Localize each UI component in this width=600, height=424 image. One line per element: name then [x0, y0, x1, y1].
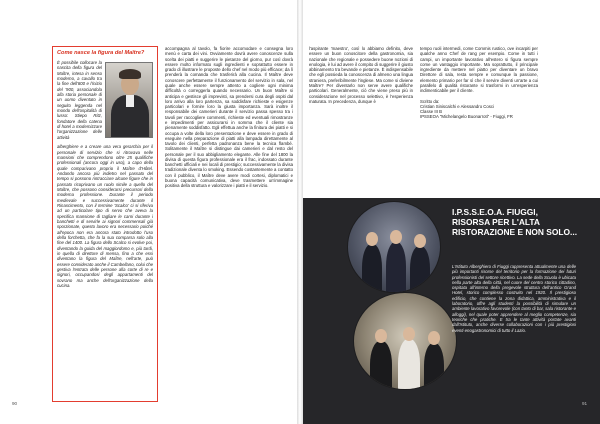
sidebar-text-main: alberghiere e a creare una vera gerarchia per il personale di servizio che si ritrovava nelle mansioni che comprendono oltre 25 qualifiche professionali (ancora oggi in uso), a capo della quale comparivano proprio il Maître d'Hôtel. Andando ancora più indietro nel passato del tempo si possono rintracciare alcune figure che in passato ricoprivano un ruolo simile a quello del Maître, che possono considerarsi precursori della moderna professione. Durante il periodo medievale e successivamente durante il Rinascimento, con il termine 'Scalco' ci si riferiva ad un particolare tipo di servo che aveva la specifica mansione di tagliare le carni durante i banchetti e di servirle ai signori commensali già sporzionate, questo lavoro era necessario poiché all'epoca non era ancora stato introdotto l'uso della forchetta, che fa la sua comparsa solo alla fine del 1400. La figura dello Scalco si evolve poi, diventando la guida del maggiordomo e, più tardi, in quella di direttore di mensa, fino a che essi diventano la figura del Maître, nell'arte, può essere considerato anche il Cambellano, colui che gestiva l'entrata delle persone alla corte di re e signori, occupandosi degli appartamenti del sovrano ma anche dell'organizzazione della cucina.	[57, 144, 153, 289]
students-photo-circle	[347, 201, 441, 293]
left-column-2-text: accompagna al tavolo, fa fiorire accomodare e consegna loro menù e carta dei vini. Ovviamente dovrà avere conoscenze sulla scelta dei piatti e suggerire le pietanze del giorno, pur così dovrà essere molto informato sugli ingredienti e soprattutto essere in grado di illustrare le proposte dello chef nel modo più efficace; da lì prenderà la comanda che trasferirà alla cucina. Il Maître deve conoscere perfettamente il funzionamento del servizio in sala, nel quale anche essere sempre attento a cogliere ogni minima difficoltà o correggerla quando necessario. Un buon Maître si anticipa e gestisce gli imprevisti, sa prendersi cura degli ospiti dal loro arrivo alla loro partenza, sa soddisfare richieste e esigenze particolari e fornire loro la giusta importanza. Sarà inoltre il responsabile dei camerieri durante il servizio passa spesso tra i tavoli per raccogliere commenti, richieste ed eventuali rimostranze e impedimenti per assicurarsi in somma che il cliente sia pienamente soddisfatto. Egli effettua anche la finitura dei piatti e si occupa a volte della loro presentazione e deve essere in grado di eseguire nella preparazione di piatti alla lampada direttamente al tavolo dei clienti, perfetta padronanza bene la tecnica flambé. Solitamente il Maître si distingue dai camerieri e dal resto del personale per il suo abbigliamento elegante. Alle fine del 1800 la divisa di questa figura professionale era il frac, indossato durante banchetti ufficiali e nei locali di prestigio; successivamente la divisa tradizionale diventa lo smoking. Essendo costantemente a contatto con il pubblico, il Maître deve avere modi cortesi, diplomatici e buona capacità comunicativa, deve trasmettere un'immagine positiva della struttura e valorizzare i piatti e il servizio.	[165, 46, 293, 189]
page-number-right: 91	[582, 401, 588, 406]
right-column-2-text: tempo ruoli intermedi, come Commis rustico, ove incarpiti per qualche anno Chef de rang per esempio. Come in tutti i campi, un importante lavorativo all'estero si figura sempre come un vantaggio importante. Ma soprattutto, il principale ingrediente da mettere nel piatto per diventare un bravo Direttore di sala, resta sempre e comunque la passione, elemento primario per far sì che il servire diventi un'arte a cui parallelo di qualità ristorante si trasformi in un'esperienza indimenticabile per il cliente.	[420, 46, 538, 94]
dining-room-photo-circle	[353, 292, 457, 390]
sidebar-title: Come nasce la figura del Maître?	[57, 50, 145, 56]
right-column-2	[420, 46, 538, 120]
promo-text: L'Istituto Alberghiero di Fiuggi rappresenta attualmente una delle più importanti risorse del territorio per la formazione dei futuri professionisti del settore ricettivo. La sede della Scuola è ubicata nella parte alta della città, nel cuore del centro storico cittadino, ospitata all'interno della pregevole struttura dell'antico Grand Hotel, storico complesso costruito nel 1920. Il prestigioso edificio, che contiene la zona didattica, amministrativa e il laboratorio, offre agli studenti la possibilità di simulare un ambiente lavorativo favorevole (con tanto di bar, sala ristorante e alloggi), nel quale poter apprendere al meglio competenze, sia teoriche che pratiche. E tra le tante attività portate avanti dall'Istituto, anche diverse collaborazioni con i più prestigiosi eventi enogastronomici di tutto il Lazio.	[452, 264, 576, 333]
sidebar-box	[52, 46, 158, 402]
signature-line: Scritto da:	[420, 98, 440, 104]
author-signature	[420, 99, 538, 120]
promo-title: I.P.S.S.E.O.A. FIUGGI, RISORSA PER L'ALTA RISTORAZIONE E NON SOLO...	[452, 207, 578, 237]
sidebar-text-top: È possibile collocare la nascita della figura del Maître, intesa in senso moderno, a cavallo tra la fine dell'800 e l'inizio del '900, associandola alla storia personale di un uomo diventato in seguito leggenda nel mondo dell'ospitalità di lusso: Stiepo Ritz, fondatore della catena di hotel a modernizzare l'organizzazione delle attività	[57, 60, 102, 140]
right-column-1-text: l'aspirante 'maestro', così lo abbiamo definito, deve essere un buon conoscitore della gastronomia, sia nazionale che regionale e possedere buone nozioni di enologia, è lui ad avere il compito di suggerire il giusto abbinamento tra bevande e pietanze. È indispensabile che egli possieda la conoscenza di almeno una lingua straniera, preferibilmente l'inglese. Ma come si diviene Maître? Per diventarlo non serve avere qualifiche particolari. Generalmente, ciò che viene preso più in considerazione nel processo selettivo, è l'esperienza maturata. In precedenza, dunque è	[309, 46, 413, 104]
left-column-2	[165, 46, 293, 189]
portrait-photo	[105, 62, 153, 138]
signature-line: Cristian Siniscalchi e Alessandro Cosci	[420, 103, 495, 109]
right-column-1	[309, 46, 413, 104]
page-number-left: 90	[12, 401, 18, 406]
signature-line: Classe III B	[420, 109, 442, 115]
signature-line: IPSSEOA "Michelangelo Buonarroti" - Fiuggi, FR	[420, 114, 513, 120]
